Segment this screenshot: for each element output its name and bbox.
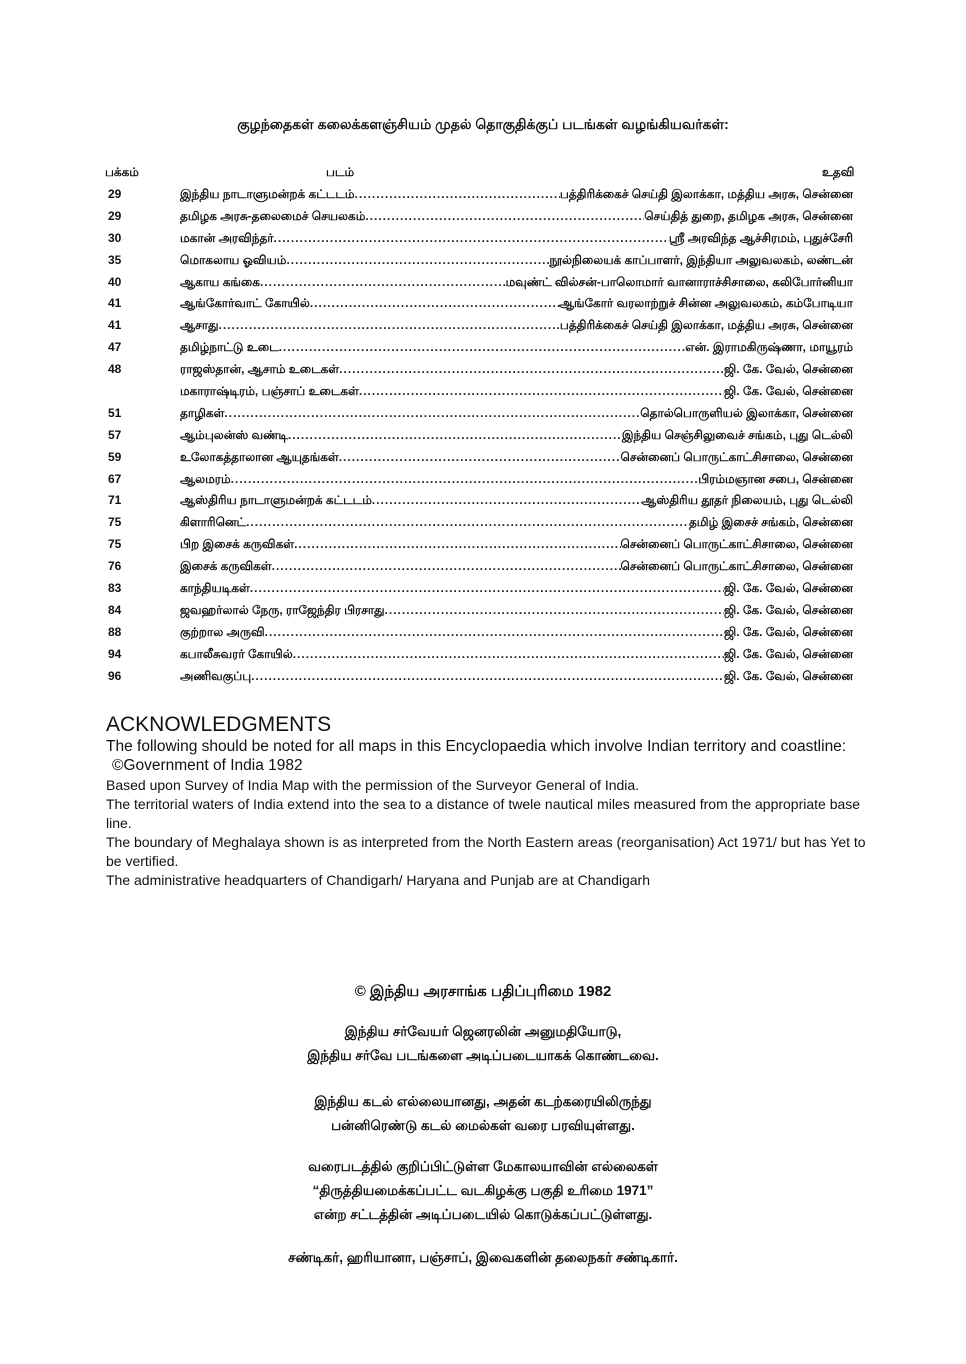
credit-picture: கபாலீசுவரர் கோயில் xyxy=(180,646,293,661)
dot-leader xyxy=(274,228,669,250)
credit-source: ஆங்கோர் வரலாற்றுச் சின்ன அலுவலகம், கம்போடியா xyxy=(558,296,853,311)
credit-row xyxy=(105,556,853,578)
credit-picture: காந்தியடிகள் xyxy=(180,581,250,596)
acknowledgments-line: The boundary of Meghalaya shown is as interpreted from the North Eastern areas (reorganisation) Act 1971/ but has Yet to be vertified. xyxy=(106,834,866,869)
credit-row xyxy=(105,337,853,359)
column-header-help: உதவி xyxy=(822,165,855,179)
credits-title: குழந்தைகள் கலைக்களஞ்சியம் முதல் தொகுதிக்குப் படங்கள் வழங்கியவர்கள்: xyxy=(237,116,729,132)
credit-row xyxy=(105,512,853,534)
credit-source: ஸ்ரீ அரவிந்த ஆச்சிரமம், புதுச்சேரி xyxy=(668,230,853,245)
tamil-line: இந்திய கடல் எல்லையானது, அதன் கடற்கரையிலிருந்து xyxy=(314,1094,652,1109)
dot-leader xyxy=(224,403,640,425)
credit-source: செய்தித் துறை, தமிழக அரசு, சென்னை xyxy=(644,208,853,223)
credit-page-number: 41 xyxy=(108,318,122,333)
credit-page-number: 75 xyxy=(108,537,122,552)
credit-row xyxy=(105,447,853,469)
credit-source: மவுண்ட் வில்சன்-பாலொமார் வானாராச்சிசாலை, கலிபோர்னியா xyxy=(505,274,853,289)
tamil-line: “திருத்தியமைக்கப்பட்ட வடகிழக்கு பகுதி உரிமை 1971” xyxy=(312,1183,654,1198)
credit-picture: ராஜஸ்தான், ஆசாம் உடைகள் xyxy=(180,362,340,377)
tamil-paragraph-meghalaya xyxy=(0,1155,966,1227)
credit-row xyxy=(105,490,853,512)
dot-leader xyxy=(219,315,560,337)
credit-row xyxy=(105,666,853,688)
tamil-line: இந்திய சர்வே படங்களை அடிப்படையாகக் கொண்டவை. xyxy=(307,1048,659,1063)
credit-picture: ஆஸ்திரிய நாடாளுமன்றக் கட்டடம் xyxy=(180,493,372,508)
credit-source: பத்திரிக்கைச் செய்தி இலாக்கா, மத்திய அரசு, சென்னை xyxy=(559,187,853,201)
credit-page-number: 48 xyxy=(108,362,122,377)
tamil-copyright-line: © இந்திய அரசாங்க பதிப்புரிமை 1982 xyxy=(354,983,612,1000)
credit-row xyxy=(105,644,853,666)
credit-page-number: 88 xyxy=(108,624,122,639)
dot-leader xyxy=(231,469,699,491)
dot-leader xyxy=(385,600,724,622)
credit-page-number: 71 xyxy=(108,493,122,508)
tamil-line: சண்டிகர், ஹரியானா, பஞ்சாப், இவைகளின் தலைநகர் சண்டிகார். xyxy=(288,1250,678,1265)
tamil-line: வரைபடத்தில் குறிப்பிட்டுள்ள மேகாலயாவின் எல்லைகள் xyxy=(308,1159,658,1174)
credit-source: சென்னைப் பொருட்காட்சிசாலை, சென்னை xyxy=(620,449,853,464)
credit-page-number: 30 xyxy=(108,230,122,245)
credit-picture: இந்திய நாடாளுமன்றக் கட்டடம் xyxy=(180,187,355,201)
credit-picture: தமிழ்நாட்டு உடை xyxy=(180,340,279,355)
dot-leader xyxy=(246,512,689,534)
credit-page-number: 84 xyxy=(108,602,122,617)
credit-page-number: 83 xyxy=(108,581,122,596)
credit-source: சென்னைப் பொருட்காட்சிசாலை, சென்னை xyxy=(620,559,853,574)
acknowledgments-line: Based upon Survey of India Map with the permission of the Surveyor General of India. xyxy=(106,777,640,793)
credit-source: ஜி. கே. வேல், சென்னை xyxy=(724,668,853,683)
tamil-paragraph-chandigarh xyxy=(0,1246,966,1270)
credit-picture: இசைக் கருவிகள் xyxy=(180,559,272,574)
tamil-paragraph-survey xyxy=(0,1020,966,1068)
credit-row xyxy=(105,425,853,447)
credit-picture: ஆகாய கங்கை xyxy=(180,274,260,289)
credit-picture: உலோகத்தாலான ஆயுதங்கள் xyxy=(180,449,339,464)
dot-leader xyxy=(286,250,549,272)
credit-page-number: 75 xyxy=(108,515,122,530)
credit-page-number: 29 xyxy=(108,187,122,201)
credit-source: தொல்பொருளியல் இலாக்கா, சென்னை xyxy=(640,405,853,420)
tamil-paragraph-waters xyxy=(0,1090,966,1138)
credit-page-number: 41 xyxy=(108,296,122,311)
column-header-page: பக்கம் xyxy=(105,165,139,179)
dot-leader xyxy=(265,622,724,644)
credit-picture: ஜவஹர்லால் நேரு, ராஜேந்திர பிரசாது xyxy=(180,602,385,617)
credit-picture: தாழிகள் xyxy=(180,405,225,420)
credit-page-number: 67 xyxy=(108,471,122,486)
acknowledgments-line: The territorial waters of India extend into the sea to a distance of twele nautical miles measured from the appropriate base line. xyxy=(106,796,861,831)
credits-list xyxy=(105,184,853,687)
credit-picture: கிளாரினெட் xyxy=(180,515,247,530)
dot-leader xyxy=(365,206,644,228)
credit-source: ஜி. கே. வேல், சென்னை xyxy=(724,646,853,661)
credit-picture: ஆசாது xyxy=(180,318,219,333)
credit-row xyxy=(105,622,853,644)
credit-picture: மகாராஷ்டிரம், பஞ்சாப் உடைகள் xyxy=(180,384,359,399)
credit-row xyxy=(105,359,853,381)
acknowledgments-line: The administrative headquarters of Chandigarh/ Haryana and Punjab are at Chandigarh xyxy=(106,872,651,888)
credit-source: ஜி. கே. வேல், சென்னை xyxy=(724,581,853,596)
credit-row xyxy=(105,272,853,294)
dot-leader xyxy=(288,425,622,447)
tamil-line: பன்னிரெண்டு கடல் மைல்கள் வரை பரவியுள்ளது. xyxy=(331,1118,635,1133)
tamil-line: இந்திய சர்வேயர் ஜெனரலின் அனுமதியோடு, xyxy=(344,1024,622,1039)
acknowledgments-intro: The following should be noted for all maps in this Encyclopaedia which involve Indian territory and coastline: xyxy=(106,738,847,755)
dot-leader xyxy=(272,556,621,578)
credit-source: ஆஸ்திரிய தூதர் நிலையம், புது டெல்லி xyxy=(641,493,853,508)
credit-picture: மகான் அரவிந்தர் xyxy=(180,230,274,245)
credit-page-number: 59 xyxy=(108,449,122,464)
dot-leader xyxy=(293,644,724,666)
acknowledgments-title: ACKNOWLEDGMENTS xyxy=(106,713,332,736)
credit-row xyxy=(105,184,853,206)
credit-source: சென்னைப் பொருட்காட்சிசாலை, சென்னை xyxy=(620,537,853,552)
credit-row xyxy=(105,534,853,556)
credit-source: நூல்நிலையக் காப்பாளர், இந்தியா அலுவலகம், லண்டன் xyxy=(549,252,853,267)
credit-picture: அணிவகுப்பு xyxy=(180,668,252,683)
credit-row xyxy=(105,315,853,337)
dot-leader xyxy=(251,666,724,688)
credit-page-number: 35 xyxy=(108,252,122,267)
credit-row xyxy=(105,293,853,315)
credit-picture: ஆலமரம் xyxy=(180,471,231,486)
dot-leader xyxy=(339,447,621,469)
credit-picture: குற்றால அருவி xyxy=(180,624,265,639)
credit-page-number: 47 xyxy=(108,340,122,355)
acknowledgments-copyright: ©Government of India 1982 xyxy=(112,757,303,774)
dot-leader xyxy=(355,184,560,206)
dot-leader xyxy=(372,490,641,512)
credit-picture: மொகலாய ஓவியம் xyxy=(180,252,287,267)
dot-leader xyxy=(260,272,506,294)
credit-page-number: 94 xyxy=(108,646,122,661)
credit-page-number: 29 xyxy=(108,208,122,223)
credit-page-number: 96 xyxy=(108,668,122,683)
credit-page-number: 40 xyxy=(108,274,122,289)
credit-source: ஜி. கே. வேல், சென்னை xyxy=(724,384,853,399)
credit-page-number: 76 xyxy=(108,559,122,574)
credit-row xyxy=(105,600,853,622)
tamil-copyright xyxy=(0,980,966,1004)
credit-picture: ஆங்கோர்வாட் கோயில் xyxy=(180,296,310,311)
credit-page-number: 57 xyxy=(108,427,122,442)
credit-source: ஜி. கே. வேல், சென்னை xyxy=(724,602,853,617)
tamil-line: என்ற சட்டத்தின் அடிப்படையில் கொடுக்கப்பட்டுள்ளது. xyxy=(313,1207,653,1222)
credit-source: தமிழ் இசைச் சங்கம், சென்னை xyxy=(688,515,853,530)
credit-picture: தமிழக அரசு-தலைமைச் செயலகம் xyxy=(180,208,366,223)
credit-picture: பிற இசைக் கருவிகள் xyxy=(180,537,295,552)
credit-source: ஜி. கே. வேல், சென்னை xyxy=(724,624,853,639)
dot-leader xyxy=(339,359,724,381)
credit-row xyxy=(105,469,853,491)
column-header-picture: படம் xyxy=(326,165,355,179)
dot-leader xyxy=(359,381,724,403)
credit-row xyxy=(105,381,853,403)
credit-page-number: 51 xyxy=(108,405,122,420)
credit-source: என். இராமகிருஷ்ணா, மாயூரம் xyxy=(685,340,853,355)
credit-row xyxy=(105,250,853,272)
credit-source: பத்திரிக்கைச் செய்தி இலாக்கா, மத்திய அரசு, சென்னை xyxy=(559,318,853,333)
dot-leader xyxy=(250,578,724,600)
credit-row xyxy=(105,578,853,600)
credit-source: பிரம்மஞான சபை, சென்னை xyxy=(698,471,853,486)
dot-leader xyxy=(294,534,620,556)
credit-row xyxy=(105,206,853,228)
credit-source: ஜி. கே. வேல், சென்னை xyxy=(724,362,853,377)
credit-row xyxy=(105,403,853,425)
credit-source: இந்திய செஞ்சிலுவைச் சங்கம், புது டெல்லி xyxy=(621,427,853,442)
acknowledgments-section xyxy=(106,712,876,890)
credit-picture: ஆம்புலன்ஸ் வண்டி xyxy=(180,427,288,442)
credit-row xyxy=(105,228,853,250)
dot-leader xyxy=(310,293,559,315)
dot-leader xyxy=(279,337,686,359)
